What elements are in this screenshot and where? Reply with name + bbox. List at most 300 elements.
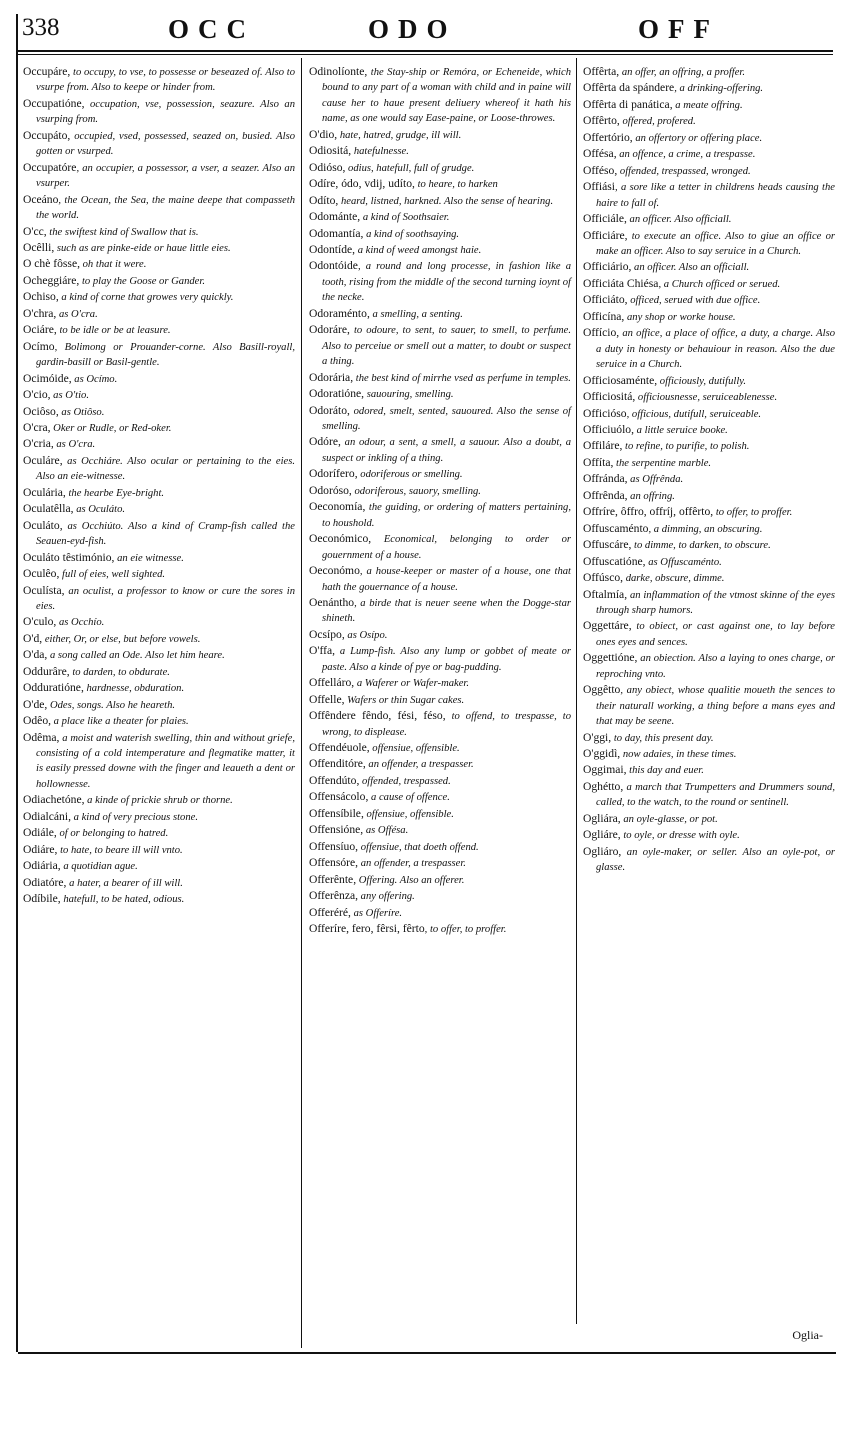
headword: Oggêtto bbox=[583, 683, 621, 697]
headword: Odóre, bbox=[309, 435, 341, 449]
dictionary-entry bbox=[309, 258, 571, 305]
definition: an office, a place of office, a duty, a charge. Also a duty in honesty or behauiour in reason. Also the due seruice in a Church. bbox=[596, 328, 835, 371]
definition: a kinde of prickie shrub or thorne. bbox=[84, 795, 233, 807]
dictionary-entry bbox=[583, 228, 835, 260]
dictionary-entry bbox=[309, 434, 571, 466]
definition: the swiftest kind of Swallow that is. bbox=[46, 226, 199, 238]
page-number: 338 bbox=[22, 14, 60, 41]
headword: O'de, bbox=[23, 697, 48, 711]
dictionary-entry bbox=[23, 647, 295, 663]
dictionary-entry bbox=[583, 113, 835, 129]
dictionary-entry bbox=[23, 420, 295, 436]
headword: Ocimóide, bbox=[23, 371, 72, 385]
dictionary-entry bbox=[309, 839, 571, 855]
catchword: Oglia- bbox=[792, 1328, 823, 1342]
headword: Offríre, ôffro, offríj, offêrto, bbox=[583, 505, 714, 519]
headword: Odiále, bbox=[23, 826, 57, 840]
definition: as Occhío. bbox=[56, 617, 105, 629]
headword: O'dio, bbox=[309, 127, 338, 141]
definition: a little seruice booke. bbox=[633, 424, 728, 436]
definition: to oyle, or dresse with oyle. bbox=[620, 830, 740, 842]
definition: as Oculáto. bbox=[73, 504, 126, 516]
dictionary-entry bbox=[23, 566, 295, 582]
definition: as Occhiúto. Also a kind of Cramp-fish called the Seauen-eyd-fish. bbox=[36, 520, 295, 548]
dictionary-entry bbox=[583, 488, 835, 504]
dictionary-entry bbox=[309, 789, 571, 805]
headword: Ociáre, bbox=[23, 323, 57, 337]
headword: O'cra, bbox=[23, 420, 51, 434]
definition: odoriferous, sauory, smelling. bbox=[351, 485, 481, 497]
headword: Offensíbile, bbox=[309, 806, 364, 820]
dictionary-entry bbox=[23, 453, 295, 485]
dictionary-entry bbox=[583, 309, 835, 325]
dictionary-entry bbox=[309, 209, 571, 225]
definition: as Osípo. bbox=[344, 629, 388, 641]
headword: Ogliáro, bbox=[583, 844, 622, 858]
dictionary-entry bbox=[309, 386, 571, 402]
dictionary-entry bbox=[583, 276, 835, 292]
definition: a kind of very precious stone. bbox=[70, 811, 198, 823]
definition: to play the Goose or Gander. bbox=[79, 275, 205, 287]
dictionary-entry bbox=[583, 618, 835, 650]
dictionary-entry bbox=[583, 554, 835, 570]
definition: an offertory or offering place. bbox=[632, 132, 763, 144]
dictionary-entry bbox=[309, 822, 571, 838]
headword: O'da, bbox=[23, 648, 48, 662]
dictionary-entry bbox=[583, 64, 835, 80]
dictionary-entry bbox=[583, 504, 835, 520]
dictionary-entry bbox=[583, 146, 835, 162]
dictionary-entry bbox=[583, 682, 835, 729]
definition: a Waferer or Wafer-maker. bbox=[354, 678, 470, 690]
definition: heard, listned, harkned. Also the sense of hearing. bbox=[338, 195, 554, 207]
dictionary-entry bbox=[309, 160, 571, 176]
headword: Oculáto têstimónio, bbox=[23, 550, 115, 564]
headword: O chè fôsse, bbox=[23, 257, 80, 271]
definition: to dimme, to darken, to obscure. bbox=[631, 540, 771, 552]
definition: to hate, to beare ill will vnto. bbox=[57, 844, 183, 856]
dictionary-entry bbox=[309, 675, 571, 691]
headword: Officiále, bbox=[583, 212, 627, 226]
headword: Oculária, bbox=[23, 485, 66, 499]
definition: a place like a theater for plaies. bbox=[51, 716, 189, 728]
headword: Officiuólo, bbox=[583, 422, 634, 436]
dictionary-entry bbox=[583, 292, 835, 308]
definition: full of eies, well sighted. bbox=[59, 569, 166, 581]
column-divider-1 bbox=[301, 58, 302, 1348]
definition: a meate offring. bbox=[672, 99, 743, 111]
definition: either, Or, or else, but before vowels. bbox=[42, 633, 201, 645]
dictionary-entry bbox=[309, 176, 571, 192]
headword: Oculísta, bbox=[23, 583, 65, 597]
dictionary-entry bbox=[583, 537, 835, 553]
headword: Occupáre, bbox=[23, 65, 71, 78]
headword: Offelle, bbox=[309, 692, 345, 706]
dictionary-entry bbox=[23, 273, 295, 289]
definition: officed, serued with due office. bbox=[627, 295, 761, 307]
definition: an offring. bbox=[627, 490, 675, 502]
definition: a song called an Ode. Also let him heare. bbox=[47, 650, 225, 662]
definition: to refine, to purifie, to polish. bbox=[622, 441, 750, 453]
dictionary-entry bbox=[583, 422, 835, 438]
headword: O'ggidì, bbox=[583, 747, 621, 761]
dictionary-entry bbox=[309, 595, 571, 627]
headword: Ociôso, bbox=[23, 404, 59, 418]
dictionary-entry bbox=[23, 436, 295, 452]
running-head-left: OCC bbox=[168, 14, 255, 44]
headword: Odiositá, bbox=[309, 144, 352, 158]
dictionary-entry bbox=[309, 708, 571, 740]
definition: offended, trespassed, wronged. bbox=[617, 165, 751, 177]
definition: odius, hatefull, full of grudge. bbox=[345, 162, 475, 174]
definition: this day and euer. bbox=[626, 765, 704, 777]
dictionary-entry bbox=[23, 224, 295, 240]
dictionary-entry bbox=[23, 858, 295, 874]
definition: a march that Trumpetters and Drummers sound, called, to the watch, to the round or sentinell. bbox=[596, 781, 835, 809]
headword: Oculêo, bbox=[23, 567, 60, 581]
definition: to be idle or be at leasure. bbox=[56, 325, 171, 337]
dictionary-entry bbox=[23, 550, 295, 566]
definition: Oker or Rudle, or Red-oker. bbox=[50, 422, 172, 434]
definition: as Offésa. bbox=[363, 825, 409, 837]
dictionary-entry bbox=[23, 128, 295, 160]
headword: Odinolíonte, bbox=[309, 65, 368, 78]
dictionary-entry bbox=[583, 521, 835, 537]
headword: Offuscáre, bbox=[583, 538, 632, 552]
headword: Odoróso, bbox=[309, 483, 352, 497]
definition: such as are pinke-eide or haue little eies. bbox=[54, 242, 231, 254]
headword: O'cc, bbox=[23, 224, 47, 238]
headword: Oeconómo bbox=[309, 564, 360, 578]
definition: an offence, a crime, a trespasse. bbox=[616, 149, 756, 161]
dictionary-entry bbox=[583, 746, 835, 762]
dictionary-entry bbox=[309, 627, 571, 643]
definition: a kind of soothsaying. bbox=[363, 228, 460, 240]
headword: Odiária, bbox=[23, 859, 61, 873]
definition: the hearbe Eye-bright. bbox=[65, 487, 165, 499]
footer-rule bbox=[18, 1352, 836, 1354]
headword: Odiatóre, bbox=[23, 875, 67, 889]
definition: sauouring, smelling. bbox=[364, 389, 454, 401]
definition: , officious, dutifull, seruiceable. bbox=[626, 408, 762, 420]
header-rule-thin bbox=[18, 54, 833, 55]
definition: Odes, songs. Also he heareth. bbox=[47, 699, 176, 711]
definition: , a Church officed or serued. bbox=[658, 278, 781, 290]
running-head-right: OFF bbox=[638, 14, 719, 44]
dictionary-entry bbox=[23, 485, 295, 501]
dictionary-entry bbox=[309, 692, 571, 708]
dictionary-entry bbox=[23, 825, 295, 841]
definition: , a drinking-offering. bbox=[674, 83, 764, 95]
definition: officiousnesse, seruiceablenesse. bbox=[635, 392, 778, 404]
definition: , any obiect, whose qualitie moueth the sences to their naturall working, a thing before a mans eyes and that may be seene. bbox=[596, 685, 835, 728]
headword: Ocsípo, bbox=[309, 627, 345, 641]
definition: the guiding, or ordering of matters pertaining, to houshold. bbox=[322, 502, 571, 529]
headword: Ochiso, bbox=[23, 290, 59, 304]
dictionary-entry bbox=[309, 143, 571, 159]
definition: a cause of offence. bbox=[368, 792, 450, 804]
headword: Occupatióne, bbox=[23, 96, 85, 110]
dictionary-entry bbox=[309, 888, 571, 904]
definition: as Offeríre. bbox=[350, 907, 403, 919]
headword: Officína, bbox=[583, 309, 625, 323]
dictionary-entry bbox=[583, 471, 835, 487]
dictionary-entry bbox=[583, 325, 835, 372]
headword: Offensóre, bbox=[309, 856, 359, 870]
headword: Offuscaménto bbox=[583, 521, 649, 535]
definition: as O'cra. bbox=[56, 308, 98, 320]
headword: Offendéuole, bbox=[309, 741, 370, 755]
definition: the serpentine marble. bbox=[613, 457, 712, 469]
dictionary-entry bbox=[583, 779, 835, 811]
dictionary-entry bbox=[583, 97, 835, 113]
dictionary-entry bbox=[309, 643, 571, 675]
definition: of or belonging to hatred. bbox=[56, 828, 169, 840]
dictionary-entry bbox=[23, 256, 295, 272]
dictionary-entry bbox=[583, 389, 835, 405]
dictionary-entry bbox=[583, 211, 835, 227]
headword: Officiário, bbox=[583, 260, 632, 274]
definition: as Otiôso. bbox=[58, 406, 105, 418]
definition: offensiue, offensible. bbox=[369, 743, 460, 755]
headword: Oddurâre, bbox=[23, 664, 70, 678]
definition: to odoure, to sent, to sauer, to smell, to perfume. Also to perceiue or smell out a matter, to doubt or suspect a thing. bbox=[322, 325, 571, 368]
dictionary-entry bbox=[309, 531, 571, 563]
headword: Officiositá, bbox=[583, 390, 636, 404]
dictionary-entry bbox=[309, 322, 571, 369]
dictionary-entry bbox=[309, 773, 571, 789]
definition: occupation, vse, possession, seazure. Also an vsurping from. bbox=[36, 98, 295, 126]
dictionary-entry bbox=[309, 563, 571, 595]
headword: Odíre, ódo, vdij, udíto, bbox=[309, 177, 415, 191]
definition: to offend, to trespasse, to wrong, to displease. bbox=[322, 711, 571, 738]
definition: any offering. bbox=[358, 891, 415, 903]
dictionary-entry bbox=[583, 650, 835, 682]
headword: Offésa, bbox=[583, 147, 617, 161]
dictionary-entry bbox=[309, 370, 571, 386]
definition: to day, this present day. bbox=[611, 732, 714, 744]
definition: as O'cra. bbox=[53, 439, 96, 451]
headword: Offránda, bbox=[583, 472, 628, 486]
headword: Odêo, bbox=[23, 714, 52, 728]
headword: Offensíuo, bbox=[309, 839, 359, 853]
headword: Oeconómico, bbox=[309, 532, 372, 546]
dictionary-entry bbox=[23, 680, 295, 696]
definition: a quotidian ague. bbox=[60, 861, 138, 873]
definition: darke, obscure, dimme. bbox=[623, 573, 725, 585]
headword: Odoráre, bbox=[309, 323, 350, 337]
dictionary-entry bbox=[23, 96, 295, 128]
definition: , a dimming, an obscuring. bbox=[648, 523, 763, 535]
column-3 bbox=[583, 64, 835, 876]
headword: Oculatêlla, bbox=[23, 502, 74, 516]
dictionary-entry bbox=[583, 80, 835, 96]
headword: Offerênza, bbox=[309, 889, 359, 903]
dictionary-entry bbox=[23, 809, 295, 825]
definition: a hater, a bearer of ill will. bbox=[66, 877, 183, 889]
dictionary-entry bbox=[23, 583, 295, 615]
definition: an officer. Also officiall. bbox=[626, 214, 732, 226]
dictionary-entry bbox=[309, 226, 571, 242]
definition: to obiect, or cast against one, to lay before ones eyes and sences. bbox=[596, 621, 835, 648]
dictionary-entry bbox=[23, 306, 295, 322]
headword: Occupáto, bbox=[23, 128, 71, 142]
left-border-rule bbox=[16, 14, 18, 1352]
header-rule bbox=[18, 50, 833, 52]
definition: Wafers or thin Sugar cakes. bbox=[344, 694, 465, 706]
headword: Odoraménto, bbox=[309, 306, 370, 320]
headword: Oghétto, bbox=[583, 779, 624, 793]
dictionary-entry bbox=[23, 792, 295, 808]
dictionary-entry bbox=[23, 339, 295, 371]
dictionary-entry bbox=[583, 811, 835, 827]
headword: Odióso, bbox=[309, 160, 346, 174]
definition: as Offrênda. bbox=[627, 474, 684, 486]
dictionary-entry bbox=[23, 240, 295, 256]
dictionary-entry bbox=[23, 192, 295, 224]
dictionary-entry bbox=[23, 371, 295, 387]
definition: an oyle-maker, or seller. Also an oyle-pot, or glasse. bbox=[596, 846, 835, 874]
dictionary-entry bbox=[23, 160, 295, 192]
headword: Ogliára, bbox=[583, 811, 621, 825]
headword: Oceáno bbox=[23, 192, 59, 206]
definition: hatefull, to be hated, odious. bbox=[60, 894, 185, 906]
headword: Ogliáre, bbox=[583, 828, 621, 842]
definition: hardnesse, obduration. bbox=[83, 683, 185, 695]
dictionary-entry bbox=[583, 438, 835, 454]
dictionary-entry bbox=[309, 855, 571, 871]
headword: O'cria, bbox=[23, 437, 54, 451]
dictionary-entry bbox=[309, 756, 571, 772]
headword: Offiláre, bbox=[583, 439, 623, 453]
dictionary-entry bbox=[583, 570, 835, 586]
dictionary-entry bbox=[583, 259, 835, 275]
dictionary-entry bbox=[309, 127, 571, 143]
headword: Officiáre, bbox=[583, 228, 628, 242]
headword: Odoratióne, bbox=[309, 387, 365, 401]
headword: Oftalmía, bbox=[583, 587, 628, 601]
definition: hate, hatred, grudge, ill will. bbox=[337, 129, 462, 141]
dictionary-entry bbox=[309, 806, 571, 822]
definition: an obiection. Also a laying to ones charge, or reproching vnto. bbox=[596, 653, 835, 680]
dictionary-entry bbox=[23, 891, 295, 907]
headword: Offíta, bbox=[583, 455, 614, 469]
definition: , a sore like a tetter in childrens heads causing the haire to fall of. bbox=[596, 182, 835, 209]
dictionary-entry bbox=[309, 403, 571, 435]
dictionary-entry bbox=[23, 631, 295, 647]
definition: a kind of corne that growes very quickly. bbox=[58, 292, 234, 304]
headword: Odorífero, bbox=[309, 467, 358, 481]
headword: Offendúto, bbox=[309, 773, 360, 787]
headword: O'ffa, bbox=[309, 644, 336, 658]
definition: odored, smelt, sented, sauoured. Also the sense of smelling. bbox=[322, 405, 571, 432]
definition: the best kind of mirrhe vsed as perfume in temples. bbox=[353, 372, 571, 384]
definition: an oyle-glasse, or pot. bbox=[620, 813, 718, 825]
definition: to darden, to obdurate. bbox=[69, 666, 170, 678]
headword: Offrênda, bbox=[583, 488, 628, 502]
dictionary-entry bbox=[23, 501, 295, 517]
headword: Oculáto, bbox=[23, 518, 63, 532]
definition: oh that it were. bbox=[79, 259, 147, 271]
definition: Economical, belonging to order or gouernment of a house. bbox=[322, 534, 571, 561]
headword: Offúsco, bbox=[583, 571, 624, 585]
headword: Odontíde, bbox=[309, 242, 356, 256]
dictionary-entry bbox=[309, 499, 571, 531]
dictionary-entry bbox=[309, 64, 571, 127]
definition: , a house-keeper or master of a house, one that hath the gouernance of a house. bbox=[322, 566, 571, 593]
headword: Odêma, bbox=[23, 730, 60, 744]
definition: an offer, an offring, a proffer. bbox=[619, 67, 746, 78]
headword: Ocheggiáre, bbox=[23, 273, 80, 287]
definition: offended, trespassed. bbox=[359, 775, 451, 787]
dictionary-entry bbox=[583, 730, 835, 746]
headword: Oggettáre, bbox=[583, 619, 632, 633]
headword: Offenditóre, bbox=[309, 757, 366, 771]
dictionary-entry bbox=[583, 762, 835, 778]
headword: O'ggi, bbox=[583, 730, 612, 744]
definition: a smelling, a senting. bbox=[369, 308, 463, 320]
headword: Oggimai, bbox=[583, 763, 627, 777]
definition: odoriferous or smelling. bbox=[357, 469, 463, 481]
dictionary-entry bbox=[23, 875, 295, 891]
headword: Odiáre, bbox=[23, 842, 58, 856]
definition: to heare, to harken bbox=[414, 179, 498, 191]
headword: Odoráto, bbox=[309, 403, 350, 417]
dictionary-entry bbox=[23, 713, 295, 729]
dictionary-entry bbox=[23, 614, 295, 630]
definition: , the Ocean, the Sea, the maine deepe that compasseth the world. bbox=[36, 194, 295, 222]
headword: Offerênte, bbox=[309, 872, 357, 886]
headword: Offensácolo, bbox=[309, 790, 369, 804]
definition: offensiue, that doeth offend. bbox=[358, 841, 479, 853]
definition: offered, profered. bbox=[619, 116, 696, 128]
headword: Ocímo bbox=[23, 339, 55, 353]
definition: offensiue, offensible. bbox=[363, 808, 454, 820]
dictionary-entry bbox=[23, 387, 295, 403]
dictionary-entry bbox=[583, 844, 835, 876]
definition: as Offuscaménto. bbox=[645, 556, 722, 568]
headword: Odíto, bbox=[309, 193, 339, 207]
definition: officiously, dutifully. bbox=[657, 375, 747, 387]
definition: the Stay-ship or Remóra, or Echeneide, which bound to any part of a woman with child and in paine will cause her to haue present deliuery whereof it hath his name, as one would say Ease-paine, or Loose-throwes. bbox=[322, 67, 571, 125]
headword: Ocêlli, bbox=[23, 240, 55, 254]
headword: Offêrto, bbox=[583, 114, 620, 128]
definition: as Occhiáre. Also ocular or pertaining to the eies. Also an eie-witnesse. bbox=[36, 455, 295, 483]
dictionary-entry bbox=[23, 842, 295, 858]
headword: O'cio, bbox=[23, 388, 51, 402]
dictionary-entry bbox=[23, 730, 295, 793]
dictionary-entry bbox=[583, 827, 835, 843]
dictionary-entry bbox=[583, 406, 835, 422]
headword: Odduratióne, bbox=[23, 681, 84, 695]
definition: a Lump-fish. Also any lump or gobbet of meate or paste. Also a kinde of pye or bag-pudding. bbox=[322, 646, 571, 673]
dictionary-entry bbox=[583, 130, 835, 146]
definition: an offender, a trespasser. bbox=[365, 759, 474, 771]
definition: , an occupier, a possessor, a vser, a seazer. Also an vsurper. bbox=[36, 162, 295, 190]
dictionary-entry bbox=[23, 404, 295, 420]
definition: , to offer, to proffer. bbox=[424, 924, 507, 936]
definition: to execute an office. Also to giue an office or make an officer. Also to say seruice in a Church. bbox=[596, 230, 835, 257]
dictionary-entry bbox=[23, 664, 295, 680]
dictionary-entry bbox=[583, 179, 835, 211]
dictionary-entry bbox=[583, 455, 835, 471]
definition: Offering. Also an offerer. bbox=[356, 874, 465, 886]
definition: an inflammation of the vtmost skinne of the eyes through sharp humors. bbox=[596, 589, 835, 616]
dictionary-entry bbox=[583, 587, 835, 619]
dictionary-entry bbox=[309, 466, 571, 482]
definition: now adaies, in these times. bbox=[620, 749, 737, 761]
headword: Offeríre, fero, fêrsi, fêrto bbox=[309, 922, 425, 936]
